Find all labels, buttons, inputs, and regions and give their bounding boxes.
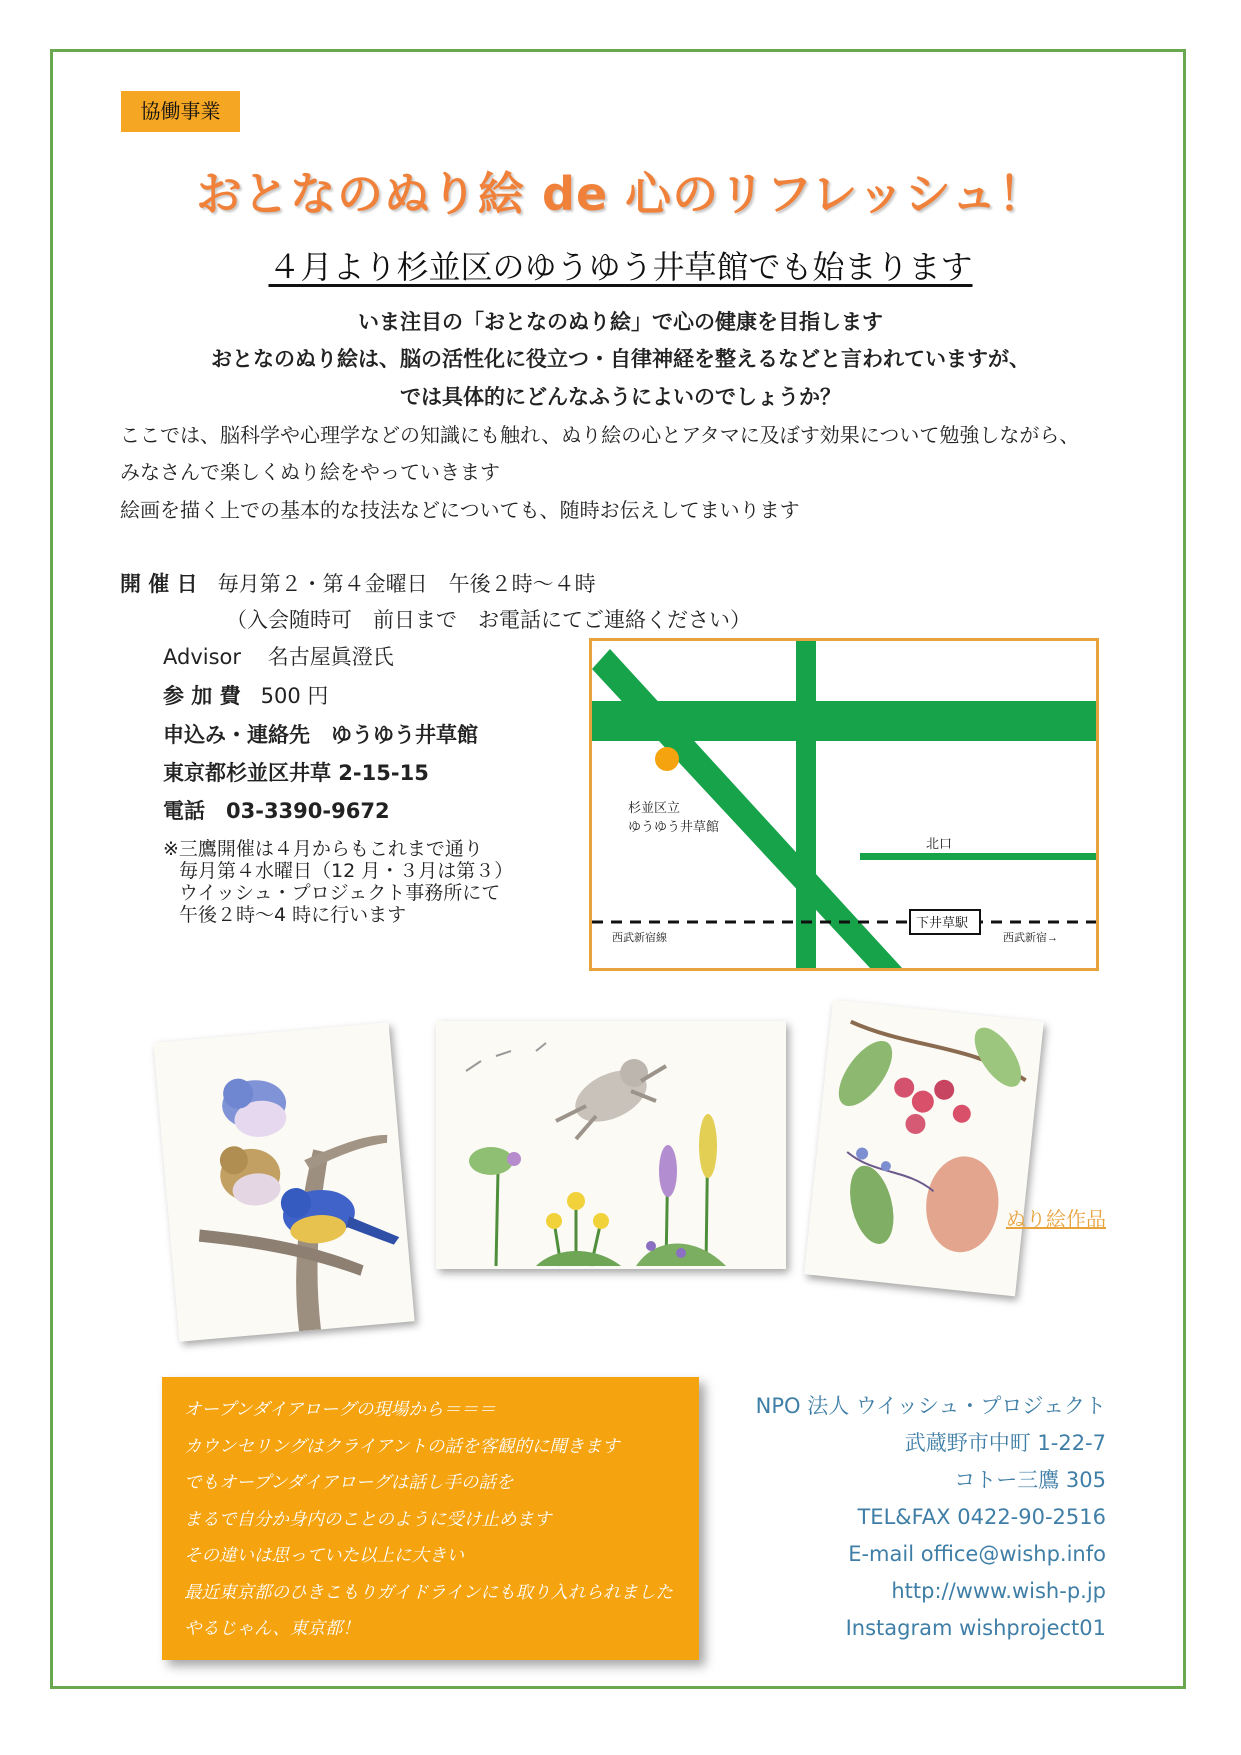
dialogue-line-6: 最近東京都のひきこもりガイドラインにも取り入れられました xyxy=(184,1582,673,1603)
intro-line-5: みなさんで楽しくぬり絵をやっていきます xyxy=(120,460,500,484)
dialogue-line-7: やるじゃん、東京都！ xyxy=(184,1619,361,1639)
access-map xyxy=(589,638,1099,971)
map-line-left-label: 西武新宿線 xyxy=(612,932,667,944)
intro-line-2: おとなのぬり絵は、脳の活性化に役立つ・自律神経を整えるなどと言われていますが、 xyxy=(211,347,1030,371)
date-label: 開 催 日 xyxy=(120,572,198,596)
subtitle-text: ４月より杉並区のゆうゆう井草館でも始まります xyxy=(268,248,973,286)
note-line-3: ウイッシュ・プロジェクト事務所にて xyxy=(179,882,501,904)
map-north-exit-road xyxy=(860,853,1096,860)
fee-value: 500 円 xyxy=(260,684,329,708)
contact-address-1: 武蔵野市中町 1-22-7 xyxy=(904,1431,1106,1455)
cat-flowers-illustration xyxy=(436,1021,786,1269)
note-line-2: 毎月第４水曜日（12 月・３月は第３） xyxy=(179,860,514,882)
artwork-berries xyxy=(804,1000,1044,1297)
map-station-label: 下井草駅 xyxy=(916,915,969,930)
birds-illustration xyxy=(153,1022,414,1341)
venue-address: 東京都杉並区井草 2-15-15 xyxy=(163,761,429,785)
contact-instagram[interactable]: Instagram wishproject01 xyxy=(845,1616,1106,1640)
map-vertical-road xyxy=(796,641,816,968)
dialogue-line-3: でもオープンダイアローグは話し手の話を xyxy=(184,1473,514,1493)
map-drawing xyxy=(592,641,1096,968)
collaboration-badge: 協働事業 xyxy=(121,91,240,132)
advisor-value: 名古屋眞澄氏 xyxy=(267,645,394,669)
dialogue-line-1: オープンダイアローグの現場から＝＝＝ xyxy=(184,1400,496,1420)
apply-contact: 申込み・連絡先 ゆうゆう井草館 xyxy=(163,723,478,747)
contact-address-2: コトー三鷹 305 xyxy=(954,1468,1106,1492)
contact-email[interactable]: E-mail office@wishp.info xyxy=(848,1542,1106,1566)
note-line-1: ※三鷹開催は４月からもこれまで通り xyxy=(163,838,483,860)
contact-block xyxy=(756,1388,1106,1647)
advisor-row xyxy=(163,641,394,671)
venue-phone: 電話 03-3390-9672 xyxy=(163,799,390,823)
advisor-label: Advisor xyxy=(163,645,242,669)
date-value: 毎月第２・第４金曜日 午後２時～４時 xyxy=(217,572,596,596)
artwork-cat-flowers xyxy=(436,1021,786,1269)
flyer-title: おとなのぬり絵 de 心のリフレッシュ！ xyxy=(196,167,1045,221)
intro-line-4: ここでは、脳科学や心理学などの知識にも触れ、ぬり絵の心とアタマに及ぼす効果について勉強しながら、 xyxy=(120,423,1080,447)
date-row xyxy=(120,568,596,598)
fee-label: 参 加 費 xyxy=(163,684,241,708)
date-note: （入会随時可 前日まで お電話にてご連絡ください） xyxy=(226,608,751,632)
contact-website[interactable]: http://www.wish-p.jp xyxy=(891,1579,1106,1603)
map-venue-label-1: 杉並区立 xyxy=(628,800,681,815)
note-line-4: 午後２時～4 時に行います xyxy=(179,904,407,926)
berries-illustration xyxy=(804,1000,1044,1297)
intro-line-6: 絵画を描く上での基本的な技法などについても、随時お伝えしてまいります xyxy=(120,498,800,522)
dialogue-line-2: カウンセリングはクライアントの話を客観的に聞きます xyxy=(184,1436,620,1457)
intro-line-3: では具体的にどんなふうによいのでしょうか？ xyxy=(400,385,841,409)
mitaka-note xyxy=(163,838,513,926)
open-dialogue-box xyxy=(162,1377,699,1660)
venue-marker-icon xyxy=(655,747,679,771)
artwork-birds xyxy=(153,1022,414,1341)
flyer-subtitle xyxy=(0,242,1241,288)
contact-tel-fax: TEL&FAX 0422-90-2516 xyxy=(857,1505,1106,1529)
map-exit-label: 北口 xyxy=(926,836,953,851)
map-venue-label-2: ゆうゆう井草館 xyxy=(628,819,720,834)
fee-row xyxy=(163,680,328,710)
intro-line-1: いま注目の「おとなのぬり絵」で心の健康を目指します xyxy=(358,310,883,334)
map-line-right-label: 西武新宿→ xyxy=(1003,932,1058,944)
artwork-caption: ぬり絵作品 xyxy=(1006,1207,1106,1231)
contact-org: NPO 法人 ウイッシュ・プロジェクト xyxy=(755,1394,1106,1418)
dialogue-line-5: その違いは思っていた以上に大きい xyxy=(184,1546,464,1566)
dialogue-line-4: まるで自分か身内のことのように受け止めます xyxy=(184,1509,552,1530)
